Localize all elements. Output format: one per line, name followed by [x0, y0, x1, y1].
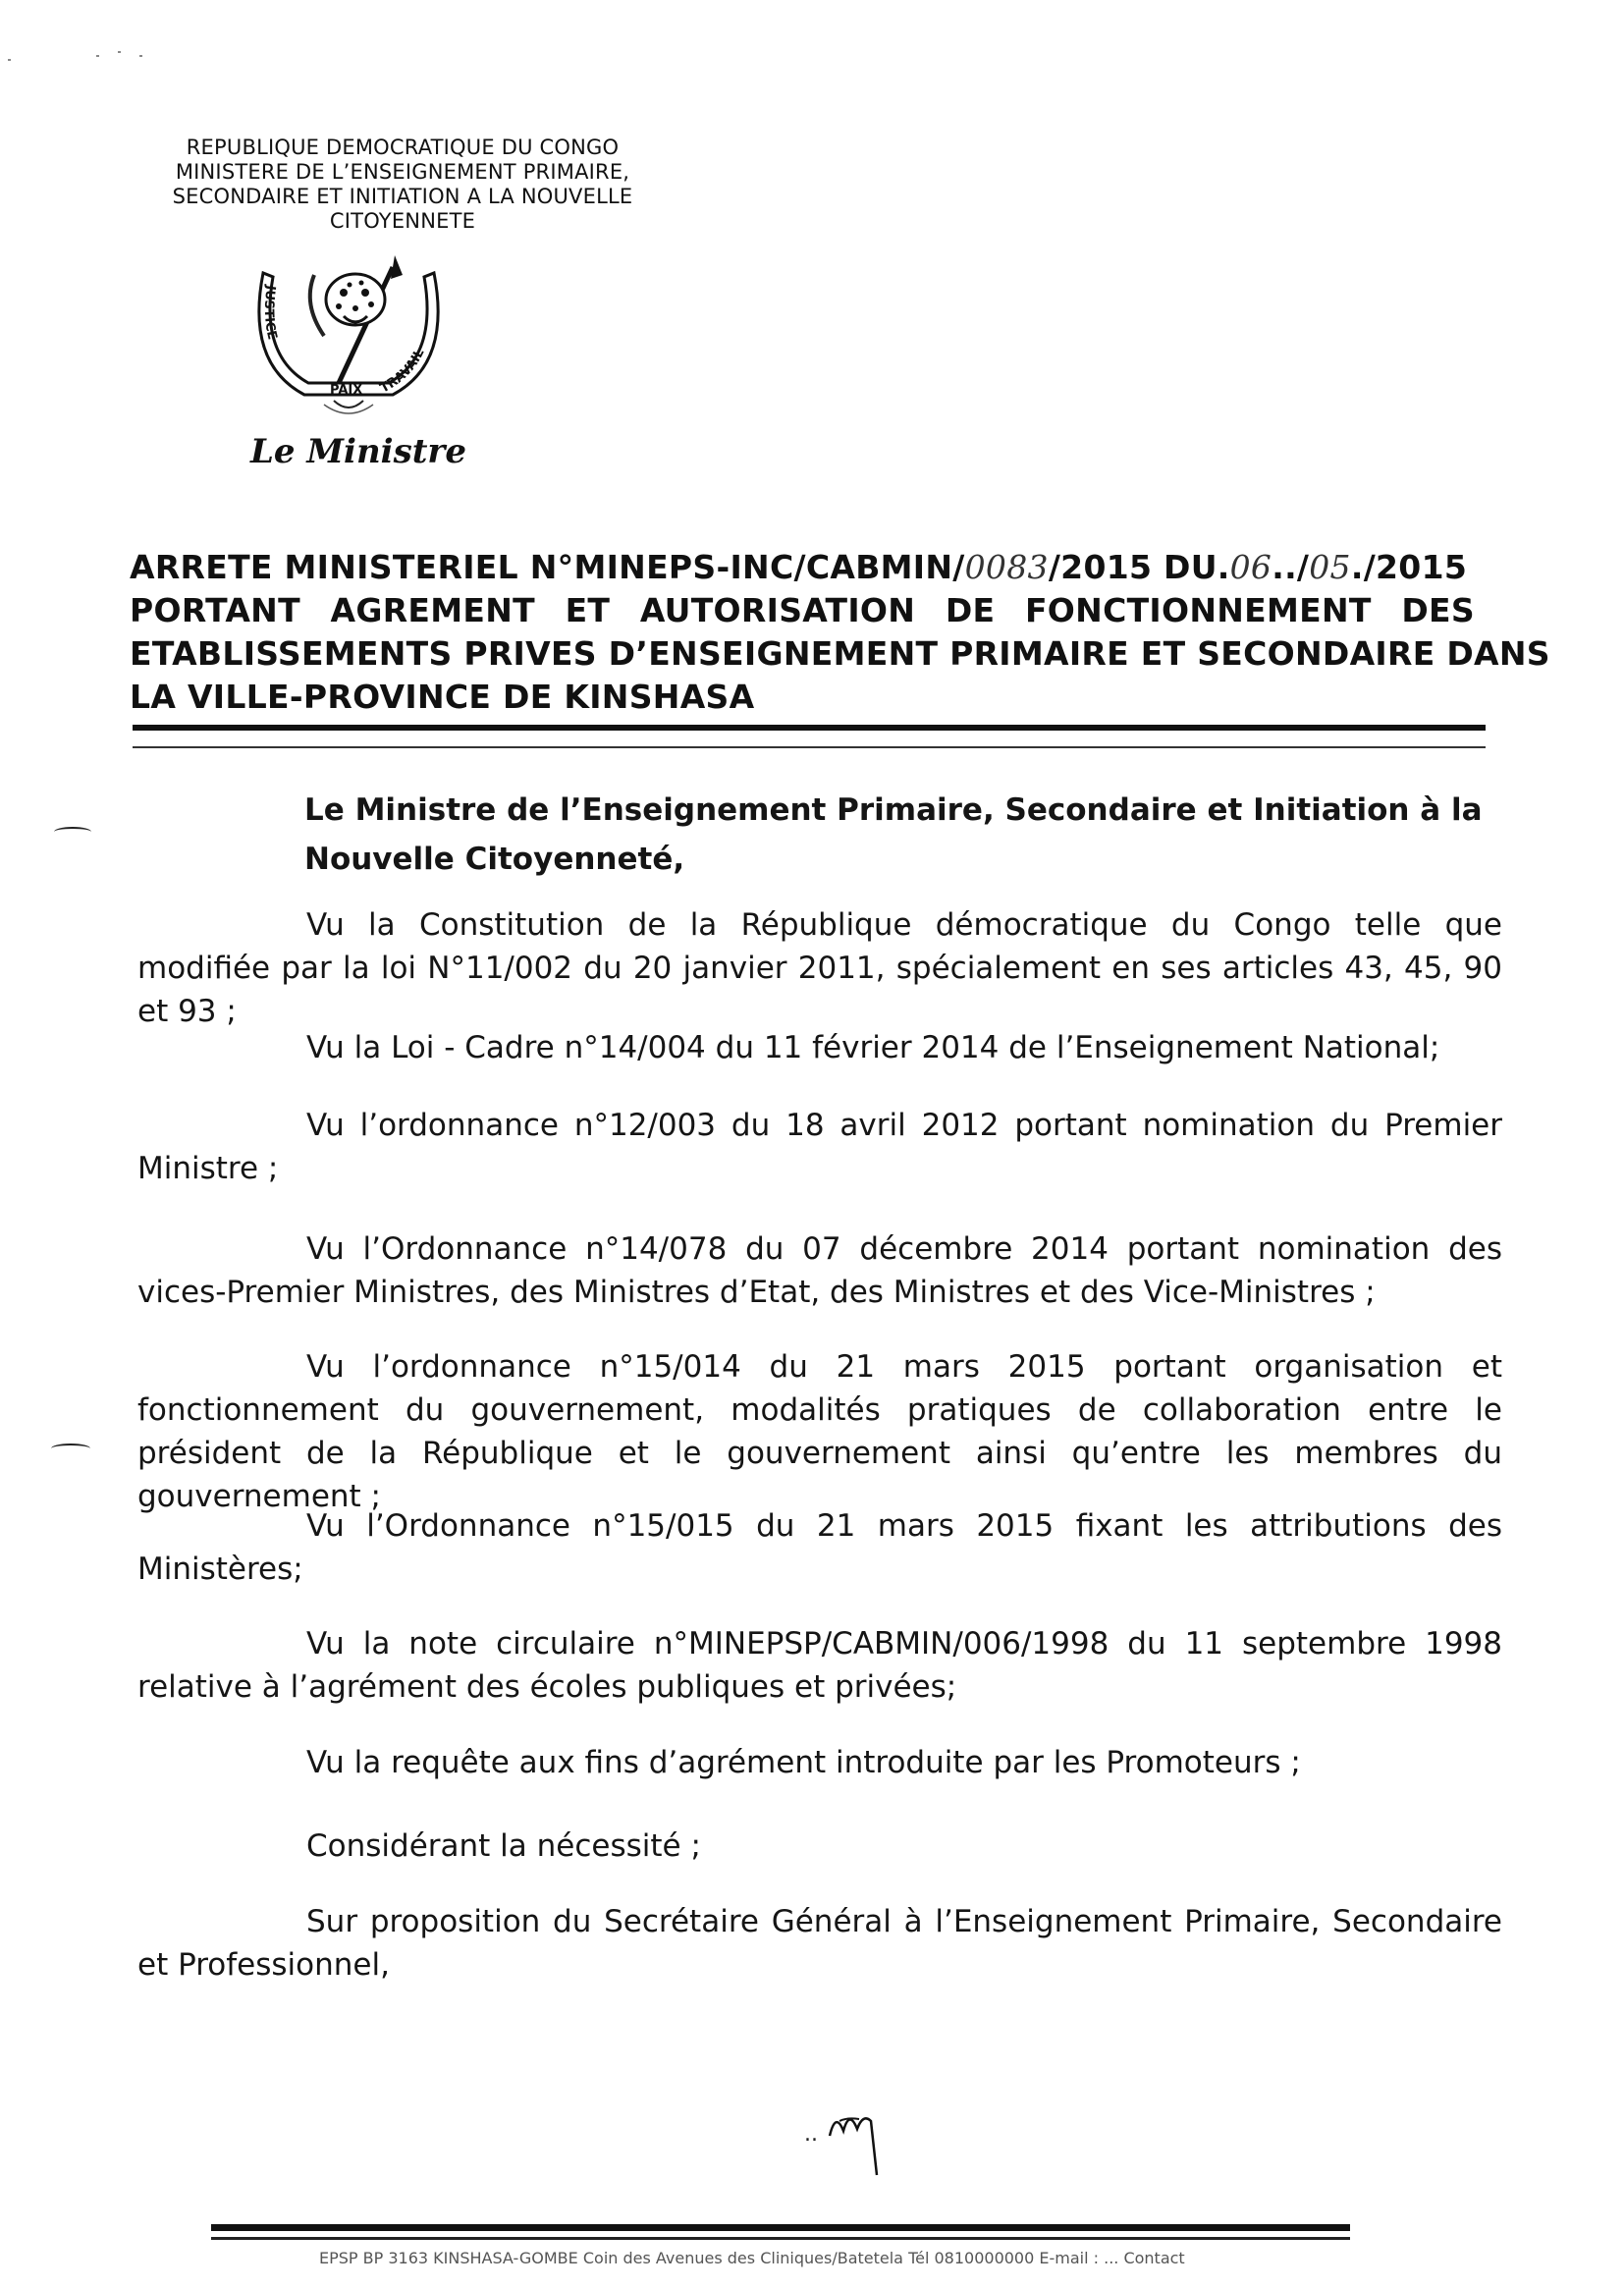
- scan-speck: [96, 55, 99, 57]
- title-word: DES: [1401, 591, 1475, 629]
- recital-paragraph: Vu l’Ordonnance n°15/015 du 21 mars 2015 fixant les attributions des Ministères;: [137, 1508, 1502, 1587]
- svg-text:..: ..: [804, 2122, 818, 2147]
- title-underline-thin: [133, 746, 1486, 748]
- minister-heading: Le Ministre de l’Enseignement Primaire, Secondaire et Initiation à la Nouvelle Citoyenneté,: [304, 792, 1483, 877]
- margin-mark: [51, 1444, 90, 1453]
- recital-paragraph: Vu la Constitution de la République démocratique du Congo telle que modifiée par la loi N°11/002 du 20 janvier 2011, spécialement en ses articles 43, 45, 90 et 93 ;: [137, 907, 1502, 1029]
- recital-paragraph: Vu la note circulaire n°MINEPSP/CABMIN/006/1998 du 11 septembre 1998 relative à l’agrément des écoles publiques et privées;: [137, 1626, 1502, 1705]
- title-word: AGREMENT: [330, 591, 535, 629]
- emblem-word: PAIX: [330, 383, 363, 398]
- title-word: DE: [945, 591, 996, 629]
- title-word: ET: [565, 591, 611, 629]
- scan-speck: [139, 55, 142, 57]
- date-separator: ../: [1272, 548, 1310, 586]
- recital-paragraph: Considérant la nécessité ;: [306, 1828, 701, 1864]
- decree-year: /2015 DU.: [1048, 548, 1230, 586]
- decree-prefix: ARRETE MINISTERIEL N°MINEPS-INC/CABMIN/: [130, 548, 965, 586]
- recital-paragraph: Vu la requête aux fins d’agrément introduite par les Promoteurs ;: [306, 1745, 1301, 1780]
- decree-title-line-2: [130, 589, 1475, 632]
- coat-of-arms-emblem: [245, 245, 452, 422]
- title-word: PORTANT: [130, 591, 300, 629]
- decree-month-handwritten: 05: [1309, 548, 1351, 586]
- header-line: MINISTERE DE L’ENSEIGNEMENT PRIMAIRE,: [175, 160, 630, 184]
- header-line: REPUBLIQUE DEMOCRATIQUE DU CONGO: [186, 136, 620, 159]
- header-line: CITOYENNETE: [329, 209, 476, 233]
- header-line: SECONDAIRE ET INITIATION A LA NOUVELLE: [172, 185, 633, 208]
- recital-paragraph: Vu l’ordonnance n°12/003 du 18 avril 2012 portant nomination du Premier Ministre ;: [137, 1108, 1502, 1186]
- footer-rule-thin: [211, 2237, 1350, 2240]
- scan-speck: [8, 59, 11, 61]
- recital-paragraph: Sur proposition du Secrétaire Général à l’Enseignement Primaire, Secondaire et Professionnel,: [137, 1904, 1502, 1983]
- decree-title-line-4: LA VILLE-PROVINCE DE KINSHASA: [130, 678, 755, 716]
- decree-number-handwritten: 0083: [964, 548, 1049, 586]
- footer-rule-thick: [211, 2224, 1350, 2231]
- handwritten-initials: [800, 2092, 908, 2180]
- decree-date-year: ./2015: [1350, 548, 1468, 586]
- decree-title-line-3: ETABLISSEMENTS PRIVES D’ENSEIGNEMENT PRIMAIRE ET SECONDAIRE DANS: [130, 634, 1550, 673]
- title-word: AUTORISATION: [639, 591, 916, 629]
- recital-paragraph: Vu l’Ordonnance n°14/078 du 07 décembre 2014 portant nomination des vices-Premier Ministres, des Ministres d’Etat, des Ministres et des Vice-Ministres ;: [137, 1231, 1502, 1310]
- recital-paragraph: Vu la Loi - Cadre n°14/004 du 11 février 2014 de l’Enseignement National;: [306, 1030, 1440, 1065]
- title-word: FONCTIONNEMENT: [1024, 591, 1372, 629]
- minister-signature-label: Le Ministre: [250, 432, 466, 471]
- margin-mark: [54, 827, 91, 837]
- decree-title: [130, 546, 1550, 719]
- scan-speck: [118, 51, 121, 53]
- recital-paragraph: Vu l’ordonnance n°15/014 du 21 mars 2015 portant organisation et fonctionnement du gouvernement, modalités pratiques de collaboration entre le président de la République et le gouvernement ainsi qu’entre les membres du gouvernement ;: [137, 1349, 1502, 1514]
- emblem-word: JUSTICE: [260, 284, 280, 342]
- footer-address: EPSP BP 3163 KINSHASA-GOMBE Coin des Avenues des Cliniques/Batetela Tél 0810000000 E-mail : ... Contact: [319, 2249, 1185, 2267]
- ministry-header: [108, 136, 697, 234]
- decree-day-handwritten: 06: [1229, 548, 1272, 586]
- decree-title-line-1: [130, 546, 1475, 589]
- emblem-word: TRAVAIL: [377, 347, 428, 397]
- title-underline-thick: [133, 725, 1486, 731]
